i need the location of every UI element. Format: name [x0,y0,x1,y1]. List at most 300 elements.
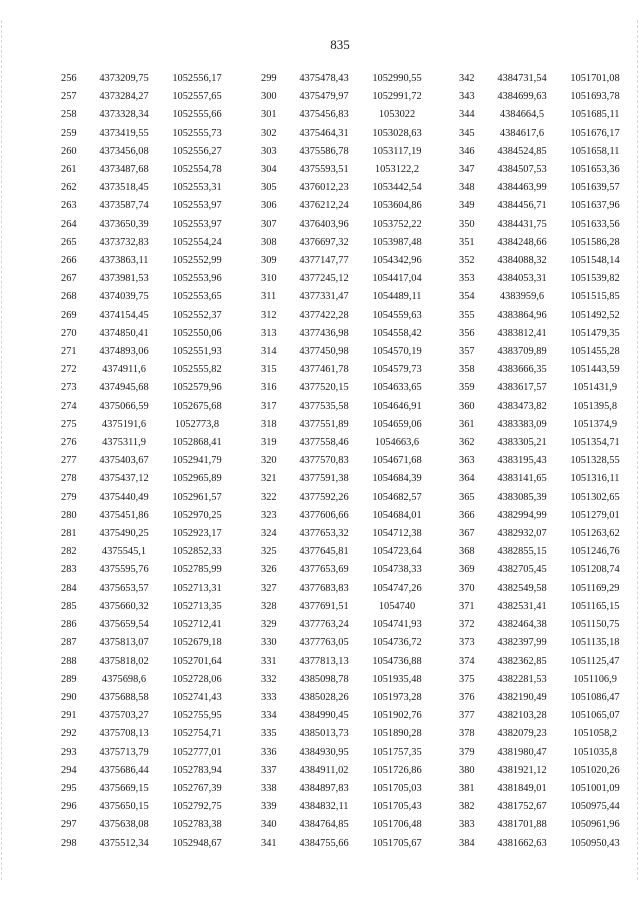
table-row [261,580,435,598]
table-row [261,106,435,124]
y-coordinate: 1051935,48 [372,673,422,685]
x-coordinate: 4373518,45 [99,182,149,194]
table-row [61,143,235,161]
table-row [459,816,633,834]
table-row [261,234,435,252]
x-coordinate: 4383864,96 [497,309,547,321]
x-coordinate: 4373487,68 [99,164,149,176]
x-coordinate: 4382190,49 [497,691,547,703]
x-coordinate: 4373981,53 [99,273,149,285]
x-coordinate: 4382549,58 [497,582,547,594]
y-coordinate: 1051693,78 [570,91,620,103]
point-number: 377 [459,710,475,722]
point-number: 345 [459,127,475,139]
y-coordinate: 1051135,18 [570,637,620,649]
point-number: 341 [261,837,277,849]
x-coordinate: 4375512,34 [99,837,149,849]
x-coordinate: 4383709,89 [497,346,547,358]
table-row [261,671,435,689]
table-row [261,507,435,525]
y-coordinate: 1052777,01 [172,746,222,758]
table-row [261,725,435,743]
table-row [261,798,435,816]
x-coordinate: 4381701,88 [497,819,547,831]
x-coordinate: 4375698,6 [101,673,147,685]
table-row [459,70,633,88]
y-coordinate: 1053752,22 [372,218,422,230]
point-number: 283 [61,564,77,576]
y-coordinate: 1051705,43 [372,801,422,813]
y-coordinate: 1052675,68 [172,400,222,412]
point-number: 303 [261,145,277,157]
point-number: 284 [61,582,77,594]
x-coordinate: 4377592,26 [299,491,349,503]
y-coordinate: 1052553,31 [172,182,222,194]
point-number: 384 [459,837,475,849]
table-row [61,816,235,834]
x-coordinate: 4384764,85 [299,819,349,831]
point-number: 381 [459,782,475,794]
x-coordinate: 4373328,34 [99,109,149,121]
table-row [261,489,435,507]
table-row [261,252,435,270]
point-number: 361 [459,418,475,430]
x-coordinate: 4382932,07 [497,528,547,540]
point-number: 346 [459,145,475,157]
y-coordinate: 1054671,68 [372,455,422,467]
table-row [61,671,235,689]
table-row [61,798,235,816]
point-number: 282 [61,546,77,558]
x-coordinate: 4382464,38 [497,619,547,631]
point-number: 323 [261,509,277,521]
table-row [261,762,435,780]
x-coordinate: 4384463,99 [497,182,547,194]
table-row [261,452,435,470]
table-row [61,325,235,343]
point-number: 259 [61,127,77,139]
y-coordinate: 1051479,35 [570,327,620,339]
point-number: 324 [261,528,277,540]
point-number: 339 [261,801,277,813]
y-coordinate: 1051058,2 [572,728,618,740]
x-coordinate: 4384911,02 [299,764,349,776]
x-coordinate: 4375440,49 [99,491,149,503]
y-coordinate: 1052868,41 [172,437,222,449]
point-number: 372 [459,619,475,631]
table-row [61,398,235,416]
point-number: 351 [459,236,475,248]
point-number: 270 [61,327,77,339]
x-coordinate: 4375451,86 [99,509,149,521]
x-coordinate: 4375311,9 [102,437,146,449]
table-row [261,835,435,853]
table-row [459,197,633,215]
x-coordinate: 4375595,76 [99,564,149,576]
y-coordinate: 1051890,28 [372,728,422,740]
x-coordinate: 4375703,27 [99,710,149,722]
y-coordinate: 1054741,93 [372,619,422,631]
table-row [61,270,235,288]
y-coordinate: 1051973,28 [372,691,422,703]
x-coordinate: 4376697,32 [299,236,349,248]
point-number: 318 [261,418,277,430]
table-row [459,798,633,816]
x-coordinate: 4374039,75 [99,291,149,303]
point-number: 349 [459,200,475,212]
point-number: 340 [261,819,277,831]
y-coordinate: 1053122,2 [374,164,420,176]
y-coordinate: 1052728,06 [172,673,222,685]
table-row [261,379,435,397]
point-number: 319 [261,437,277,449]
y-coordinate: 1051676,17 [570,127,620,139]
x-coordinate: 4376012,23 [299,182,349,194]
y-coordinate: 1051443,59 [570,364,620,376]
y-coordinate: 1051539,82 [570,273,620,285]
table-row [459,452,633,470]
table-row [61,725,235,743]
y-coordinate: 1054736,72 [372,637,422,649]
x-coordinate: 4375191,6 [101,418,147,430]
table-row [261,143,435,161]
point-number: 317 [261,400,277,412]
y-coordinate: 1051354,71 [570,437,620,449]
point-number: 380 [459,764,475,776]
x-coordinate: 4381752,67 [497,801,547,813]
point-number: 316 [261,382,277,394]
table-row [61,361,235,379]
point-number: 285 [61,600,77,612]
table-row [61,780,235,798]
point-number: 337 [261,764,277,776]
y-coordinate: 1051086,47 [570,691,620,703]
table-row [459,325,633,343]
x-coordinate: 4383305,21 [497,437,547,449]
x-coordinate: 4375638,08 [99,819,149,831]
table-row [61,179,235,197]
point-number: 343 [459,91,475,103]
point-number: 299 [261,73,277,84]
table-row [459,270,633,288]
point-number: 260 [61,145,77,157]
x-coordinate: 4382079,23 [497,728,547,740]
point-number: 363 [459,455,475,467]
point-number: 328 [261,600,277,612]
x-coordinate: 4373650,39 [99,218,149,230]
table-row [61,234,235,252]
point-number: 329 [261,619,277,631]
y-coordinate: 1052554,78 [172,164,222,176]
y-coordinate: 1052550,06 [172,327,222,339]
point-number: 357 [459,346,475,358]
point-number: 297 [61,819,77,831]
table-row [459,179,633,197]
table-row [61,689,235,707]
y-coordinate: 1051455,28 [570,346,620,358]
table-row [61,616,235,634]
x-coordinate: 4382855,15 [497,546,547,558]
x-coordinate: 4375593,51 [299,164,349,176]
table-row [61,598,235,616]
table-row [459,835,633,853]
x-coordinate: 4375813,07 [99,637,149,649]
y-coordinate: 1054558,42 [372,327,422,339]
point-number: 360 [459,400,475,412]
point-number: 355 [459,309,475,321]
table-row [61,580,235,598]
point-number: 320 [261,455,277,467]
x-coordinate: 4377147,77 [299,255,349,267]
point-number: 322 [261,491,277,503]
table-row [61,106,235,124]
point-number: 302 [261,127,277,139]
x-coordinate: 4383666,35 [497,364,547,376]
x-coordinate: 4377551,89 [299,418,349,430]
point-number: 350 [459,218,475,230]
point-number: 331 [261,655,277,667]
point-number: 333 [261,691,277,703]
y-coordinate: 1052961,57 [172,491,222,503]
table-row [61,525,235,543]
y-coordinate: 1052991,72 [372,91,422,103]
x-coordinate: 4374945,68 [99,382,149,394]
table-row [261,161,435,179]
point-number: 370 [459,582,475,594]
x-coordinate: 4385028,26 [299,691,349,703]
y-coordinate: 1051705,03 [372,782,422,794]
y-coordinate: 1051431,9 [572,382,618,394]
y-coordinate: 1052554,24 [172,236,222,248]
y-coordinate: 1051705,67 [372,837,422,849]
point-number: 369 [459,564,475,576]
y-coordinate: 1054489,11 [372,291,422,303]
table-row [459,543,633,561]
table-row [261,125,435,143]
y-coordinate: 1052741,43 [172,691,222,703]
y-coordinate: 1052923,17 [172,528,222,540]
y-coordinate: 1052755,95 [172,710,222,722]
table-row [459,307,633,325]
y-coordinate: 1051106,9 [573,673,617,685]
x-coordinate: 4375669,15 [99,782,149,794]
x-coordinate: 4384832,11 [299,801,349,813]
table-row [459,489,633,507]
point-number: 257 [61,91,77,103]
point-number: 321 [261,473,277,485]
x-coordinate: 4373419,55 [99,127,149,139]
y-coordinate: 1052579,96 [172,382,222,394]
point-number: 294 [61,764,77,776]
point-number: 366 [459,509,475,521]
point-number: 289 [61,673,77,685]
point-number: 309 [261,255,277,267]
table-row [61,70,235,88]
coordinate-column-2 [261,70,435,853]
table-row [261,689,435,707]
y-coordinate: 1054417,04 [372,273,422,285]
table-row [459,707,633,725]
y-coordinate: 1051701,08 [570,73,620,84]
table-row [459,780,633,798]
y-coordinate: 1051169,29 [570,582,620,594]
x-coordinate: 4382397,99 [497,637,547,649]
table-row [61,197,235,215]
x-coordinate: 4383959,6 [499,291,545,303]
x-coordinate: 4373732,83 [99,236,149,248]
point-number: 383 [459,819,475,831]
table-row [261,70,435,88]
table-row [459,434,633,452]
table-row [61,88,235,106]
point-number: 269 [61,309,77,321]
x-coordinate: 4377436,98 [299,327,349,339]
point-number: 358 [459,364,475,376]
x-coordinate: 4375545,1 [101,546,147,558]
table-row [261,543,435,561]
table-row [261,616,435,634]
y-coordinate: 1052556,27 [172,145,222,157]
table-row [261,707,435,725]
x-coordinate: 4384456,71 [497,200,547,212]
y-coordinate: 1051757,35 [372,746,422,758]
point-number: 298 [61,837,77,849]
y-coordinate: 1052941,79 [172,455,222,467]
point-number: 364 [459,473,475,485]
x-coordinate: 4384053,31 [497,273,547,285]
point-number: 276 [61,437,77,449]
table-row [261,744,435,762]
y-coordinate: 1052555,73 [172,127,222,139]
y-coordinate: 1052552,99 [172,255,222,267]
x-coordinate: 4377422,28 [299,309,349,321]
x-coordinate: 4375686,44 [99,764,149,776]
point-number: 273 [61,382,77,394]
y-coordinate: 1050961,96 [570,819,620,831]
x-coordinate: 4384755,66 [299,837,349,849]
point-number: 325 [261,546,277,558]
table-row [261,434,435,452]
x-coordinate: 4375479,97 [299,91,349,103]
table-row [459,525,633,543]
y-coordinate: 1052783,38 [172,819,222,831]
point-number: 375 [459,673,475,685]
table-row [459,762,633,780]
point-number: 314 [261,346,277,358]
x-coordinate: 4377763,24 [299,619,349,631]
x-coordinate: 4375586,78 [299,145,349,157]
y-coordinate: 1054684,39 [372,473,422,485]
point-number: 277 [61,455,77,467]
x-coordinate: 4383473,82 [497,400,547,412]
x-coordinate: 4377645,81 [299,546,349,558]
y-coordinate: 1052970,25 [172,509,222,521]
table-row [459,398,633,416]
point-number: 373 [459,637,475,649]
point-number: 296 [61,801,77,813]
table-row [261,525,435,543]
y-coordinate: 1051492,52 [570,309,620,321]
x-coordinate: 4377245,12 [299,273,349,285]
table-row [261,816,435,834]
y-coordinate: 1052553,65 [172,291,222,303]
x-coordinate: 4373284,27 [99,91,149,103]
y-coordinate: 1051150,75 [570,619,620,631]
x-coordinate: 4375660,32 [99,600,149,612]
table-row [459,689,633,707]
y-coordinate: 1053604,86 [372,200,422,212]
x-coordinate: 4382705,45 [497,564,547,576]
table-row [459,725,633,743]
point-number: 365 [459,491,475,503]
x-coordinate: 4381921,12 [497,764,547,776]
table-row [61,762,235,780]
x-coordinate: 4377558,46 [299,437,349,449]
x-coordinate: 4384930,95 [299,746,349,758]
y-coordinate: 1052553,97 [172,200,222,212]
point-number: 312 [261,309,277,321]
table-row [261,416,435,434]
y-coordinate: 1051548,14 [570,255,620,267]
y-coordinate: 1051328,55 [570,455,620,467]
table-row [261,598,435,616]
x-coordinate: 4373863,11 [99,255,149,267]
x-coordinate: 4384248,66 [497,236,547,248]
x-coordinate: 4384617,6 [499,127,545,139]
table-row [61,744,235,762]
point-number: 272 [61,364,77,376]
point-number: 286 [61,619,77,631]
table-row [459,216,633,234]
y-coordinate: 1052679,18 [172,637,222,649]
point-number: 267 [61,273,77,285]
y-coordinate: 1052754,71 [172,728,222,740]
y-coordinate: 1051726,86 [372,764,422,776]
y-coordinate: 1051316,11 [570,473,620,485]
point-number: 342 [459,73,475,84]
y-coordinate: 1053028,63 [372,127,422,139]
y-coordinate: 1052557,65 [172,91,222,103]
point-number: 278 [61,473,77,485]
y-coordinate: 1052556,17 [172,73,222,84]
x-coordinate: 4377520,15 [299,382,349,394]
y-coordinate: 1052552,37 [172,309,222,321]
x-coordinate: 4377653,32 [299,528,349,540]
x-coordinate: 4382362,85 [497,655,547,667]
point-number: 326 [261,564,277,576]
point-number: 280 [61,509,77,521]
x-coordinate: 4382281,53 [497,673,547,685]
x-coordinate: 4374850,41 [99,327,149,339]
x-coordinate: 4373209,75 [99,73,149,84]
scan-edge-right [637,20,639,880]
table-row [261,398,435,416]
table-row [61,835,235,853]
y-coordinate: 1051685,11 [570,109,620,121]
point-number: 354 [459,291,475,303]
point-number: 258 [61,109,77,121]
point-number: 352 [459,255,475,267]
y-coordinate: 1052767,39 [172,782,222,794]
y-coordinate: 1054570,19 [372,346,422,358]
table-row [459,598,633,616]
y-coordinate: 1052713,31 [172,582,222,594]
table-row [61,125,235,143]
y-coordinate: 1053442,54 [372,182,422,194]
y-coordinate: 1052551,93 [172,346,222,358]
x-coordinate: 4384699,63 [497,91,547,103]
point-number: 362 [459,437,475,449]
